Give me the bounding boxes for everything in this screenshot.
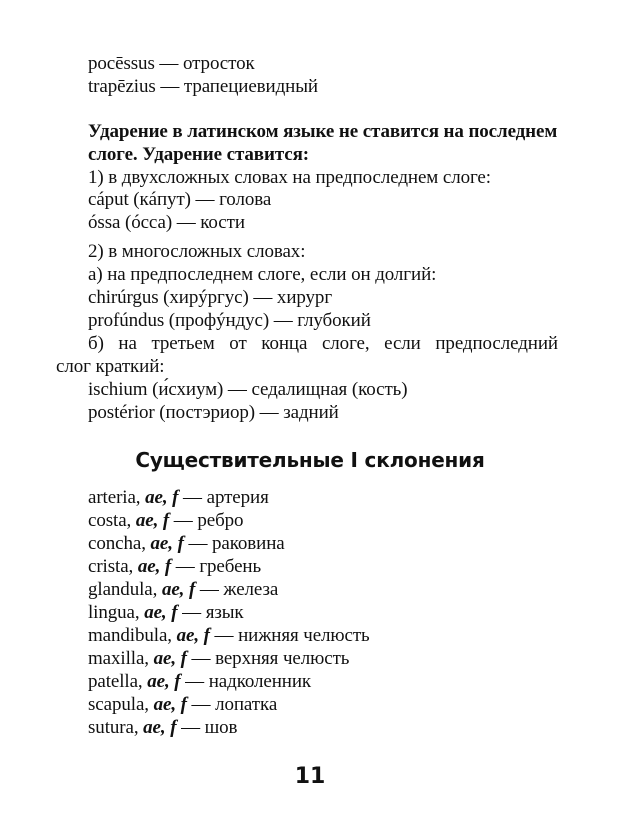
- noun-entry: arteria, ae, f — артерия: [88, 487, 269, 508]
- page-number: 11: [294, 764, 326, 789]
- example-line: profúndus (профýндус) — глубокий: [88, 310, 371, 331]
- noun-entry: lingua, ae, f — язык: [88, 602, 244, 623]
- rule-line-2: слоге. Ударение ставится:: [88, 144, 310, 165]
- term-line: trapēzius — трапециевидный: [88, 76, 318, 97]
- section-title: Существительные I склонения: [135, 448, 485, 472]
- noun-entry: concha, ae, f — раковина: [88, 533, 285, 554]
- case2-b-line-2: слог краткий:: [56, 356, 165, 377]
- noun-entry: scapula, ae, f — лопатка: [88, 694, 278, 715]
- latin-term: trapēzius: [88, 76, 156, 97]
- case2-intro: 2) в многосложных словах:: [88, 241, 306, 262]
- example-line: chirúrgus (хирýргус) — хирург: [88, 287, 333, 308]
- example-line: óssa (óсса) — кости: [88, 212, 245, 233]
- example-line: ischium (и́схиум) — седалищная (кость): [88, 379, 408, 400]
- case2-b-line-1: б) на третьем от конца слоге, если предпоследний: [88, 333, 558, 354]
- noun-entry: patella, ae, f — надколенник: [88, 671, 312, 692]
- latin-term: pocēssus: [88, 53, 155, 74]
- noun-entry: costa, ae, f — ребро: [88, 510, 244, 531]
- rule-line-1: Ударение в латинском языке не ставится на последнем: [88, 121, 558, 142]
- translation: трапециевидный: [183, 76, 318, 97]
- case1-intro: 1) в двухсложных словах на предпоследнем слоге:: [88, 167, 491, 188]
- noun-entry: crista, ae, f — гребень: [88, 556, 262, 577]
- example-line: postérior (постэриор) — задний: [88, 402, 339, 423]
- noun-entry: glandula, ae, f — железа: [88, 579, 279, 600]
- noun-entry: maxilla, ae, f — верхняя челюсть: [88, 648, 350, 669]
- example-line: cáput (кáпут) — голова: [88, 189, 272, 210]
- noun-entry: mandibula, ae, f — нижняя челюсть: [88, 625, 370, 646]
- term-line: pocēssus — отросток: [88, 53, 255, 74]
- noun-entry: sutura, ae, f — шов: [88, 717, 238, 738]
- translation: отросток: [182, 53, 255, 74]
- case2-a: а) на предпоследнем слоге, если он долгий:: [88, 264, 437, 285]
